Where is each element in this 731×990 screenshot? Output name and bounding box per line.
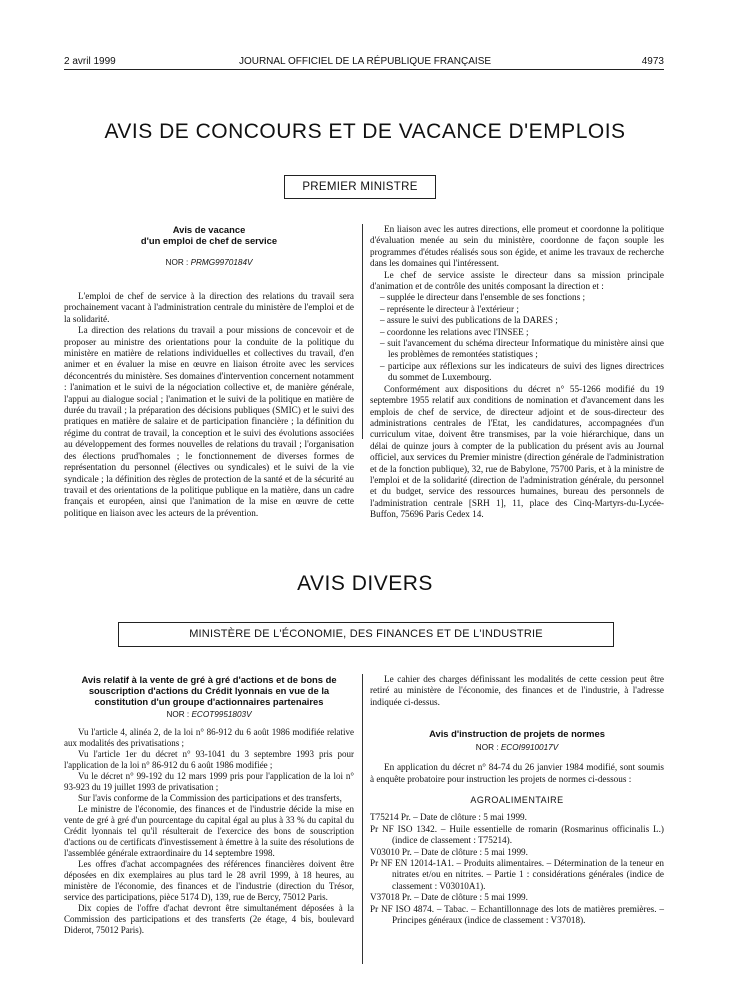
section-title-avis-divers: AVIS DIVERS — [297, 572, 433, 595]
paragraph: En liaison avec les autres directions, elle promeut et coordonne la politique d'évaluation menée au sein du ministère, coordonne de façon souple les programmes d'études réalisés sous son égide, et anime les travaux de recherche dans les domaines qui l'intéressent. — [370, 224, 664, 269]
section-title-concours: AVIS DE CONCOURS ET DE VACANCE D'EMPLOIS — [104, 120, 626, 143]
ministry-box-economie: MINISTÈRE DE L'ÉCONOMIE, DES FINANCES ET DE L'INDUSTRIE — [118, 622, 614, 647]
paragraph: Vu le décret n° 99-192 du 12 mars 1999 pris pour l'application de la loi n° 93-923 du 19 juillet 1993 de privatisation ; — [64, 771, 354, 792]
notice-title-vacance: Avis de vacance d'un emploi de chef de service — [140, 224, 278, 246]
header-date: 2 avril 1999 — [64, 56, 116, 67]
norm-entry: Pr NF ISO 1342. – Huile essentielle de romarin (Rosmarinus officinalis L.) (indice de classement : T75214). — [370, 823, 664, 846]
paragraph: Les offres d'achat accompagnées des références financières doivent être déposées en dix exemplaires au plus tard le 28 avril 1999, à 18 heures, au ministère de l'économie, des finances et de l'industrie (direction du Trésor, service des participations, pièce 5174 D), 139, rue de Bercy, 75012 Paris. — [64, 859, 354, 902]
nor-label: NOR : — [165, 258, 189, 267]
column-divider — [362, 224, 363, 439]
paragraph: Dix copies de l'offre d'achat devront être simultanément déposées à la Commission des participations et des transferts (2e étage, 4 bis, boulevard Diderot, 75012 Paris). — [64, 903, 354, 935]
list-item: – participe aux réflexions sur les indicateurs de suivi des lignes directrices du sommet de Luxembourg. — [380, 360, 664, 383]
norm-entry: Pr NF ISO 4874. – Tabac. – Echantillonnage des lots de matières premières. – Principes généraux (indice de classement : V37018). — [370, 903, 664, 926]
nor-line — [370, 743, 664, 752]
left-column-section2 — [64, 674, 354, 936]
list-item: – suit l'avancement du schéma directeur Informatique du ministère ainsi que les problèmes de remontées statistiques ; — [380, 338, 664, 360]
norm-entry: T75214 Pr. – Date de clôture : 5 mai 1999. — [370, 812, 527, 823]
paragraph: Le ministre de l'économie, des finances et de l'industrie décide la mise en vente de gré à gré d'un pourcentage du capital égal au plus à 33 % du capital du Crédit lyonnais tel qu'il résulterait de l'exercice des bons de souscription d'actions ou de certificats d'investissement à émettre à la suite des résolutions de l'assemblée générale extraordinaire du 14 septembre 1998. — [64, 804, 354, 858]
norm-entry: Pr NF EN 12014-1A1. – Produits alimentaires. – Détermination de la teneur en nitrates et/ou en nitrites. – Partie 1 : considérations générales (indice de classement : V03010A1). — [370, 858, 664, 891]
paragraph: Conformément aux dispositions du décret n° 55-1266 modifié du 19 septembre 1955 relatif aux conditions de nomination et d'avancement dans les emplois de chef de service, de directeur adjoint et de sous-directeur des administrations centrales de l'Etat, les candidatures, accompagnées d'un curriculum vitae, doivent être transmises, par la voie hiérarchique, dans un délai de quinze jours à compter de la publication du présent avis au Journal officiel, aux services du Premier ministre (direction générale de l'administration et de la fonction publique), 32, rue de Babylone, 75700 Paris, et à la ministre de l'emploi et de la solidarité (direction de l'administration générale, du personnel et du budget, service des ressources humaines, bureau des personnels de l'administration centrale [SRH 1], 11, place des Cinq-Martyrs-du-Lycée-Buffon, 75696 Paris Cedex 14. — [370, 383, 664, 520]
right-column-section1 — [370, 224, 664, 521]
paragraph: Vu l'article 1er du décret n° 93-1041 du 3 septembre 1993 pris pour l'application de la loi n° 86-912 du 6 août 1986 modifiée ; — [64, 749, 354, 770]
nor-label: NOR : — [166, 710, 190, 719]
nor-code: PRMG9970184V — [190, 258, 253, 267]
notice-title-credit-lyonnais: Avis relatif à la vente de gré à gré d'actions et de bons de souscription d'actions du Crédit lyonnais en vue de la constitution d'un groupe d'actionnaires partenaires — [81, 674, 337, 707]
nor-code: ECOI9910017V — [500, 743, 559, 753]
category-heading: AGROALIMENTAIRE — [470, 795, 564, 806]
header-page-number: 4973 — [641, 56, 664, 67]
list-item: – assure le suivi des publications de la DARES ; — [380, 315, 558, 326]
right-column-section2 — [370, 674, 664, 927]
paragraph: En application du décret n° 84-74 du 26 janvier 1984 modifié, sont soumis à enquête probatoire pour instruction les projets de normes ci-dessous : — [370, 762, 664, 784]
list-item: – représente le directeur à l'extérieur ; — [380, 303, 519, 314]
left-column-section1 — [64, 224, 354, 519]
norm-entry: V03010 Pr. – Date de clôture : 5 mai 1999. — [370, 846, 528, 857]
header-journal-title: JOURNAL OFFICIEL DE LA RÉPUBLIQUE FRANÇAISE — [238, 56, 492, 67]
list-item: – coordonne les relations avec l'INSEE ; — [380, 326, 529, 337]
notice-body-credit-lyonnais — [64, 727, 354, 936]
notice-title-normes: Avis d'instruction de projets de normes — [429, 728, 605, 740]
nor-line — [64, 258, 354, 267]
paragraph: Le chef de service assiste le directeur dans sa mission principale d'animation et de contrôle des unités composant la direction et : — [370, 269, 664, 292]
ministry-box-premier-ministre: PREMIER MINISTRE — [284, 175, 436, 199]
paragraph: Sur l'avis conforme de la Commission des participations et des transferts, — [78, 793, 342, 803]
column-divider — [362, 674, 363, 964]
notice-body-normes — [370, 762, 664, 926]
notice-body-left — [64, 291, 354, 519]
norm-entry: V37018 Pr. – Date de clôture : 5 mai 1999. — [370, 892, 528, 903]
paragraph: Le cahier des charges définissant les modalités de cette cession peut être retiré au ministère de l'économie, des finances et de l'industrie, à l'adresse indiquée ci-dessus. — [370, 674, 664, 707]
paragraph: L'emploi de chef de service à la direction des relations du travail sera prochainement vacant à l'administration centrale du ministère de l'emploi et de la solidarité. — [64, 291, 354, 324]
paragraph: La direction des relations du travail a pour missions de concevoir et de proposer au ministre des orientations pour la conduite de la politique du ministère en matière de relations individuelles et collectives du travail, d'en animer et en évaluer la mise en œuvre en liaison étroite avec les services déconcentrés du ministère. Ses domaines d'intervention concernent notamment : l'animation et le suivi de la négociation collective et, de manière générale, l'appui au dialogue social ; l'animation et le suivi de la politique en matière de durée du travail ; la préparation des décisions publiques (SMIC) et le suivi des pratiques en matière de salaire et de participation financière ; la définition du régime du contrat de travail, la conception et le suivi des évolutions associées au développement des formes nouvelles de relations du travail ; l'organisation des élections prud'homales ; le fonctionnement de diverses formes de représentation du personnel (électives ou syndicales) et le suivi de la vie syndicale ; la définition des règles de protection de la santé et de la sécurité au travail et des orientations de la politique publique en la matière, dans un cadre français et européen, ainsi que l'animation de la mise en œuvre de cette politique en liaison avec les acteurs de la prévention. — [64, 325, 354, 518]
list-item: – supplée le directeur dans l'ensemble de ses fonctions ; — [380, 292, 585, 303]
header-rule — [64, 69, 664, 70]
nor-code: ECOT9951803V — [191, 710, 252, 719]
paragraph: Vu l'article 4, alinéa 2, de la loi n° 86-912 du 6 août 1986 modifiée relative aux modalités des privatisations ; — [64, 727, 354, 748]
notice-body-cahier-des-charges — [370, 674, 664, 708]
nor-label: NOR : — [475, 743, 499, 753]
nor-line — [64, 710, 354, 719]
